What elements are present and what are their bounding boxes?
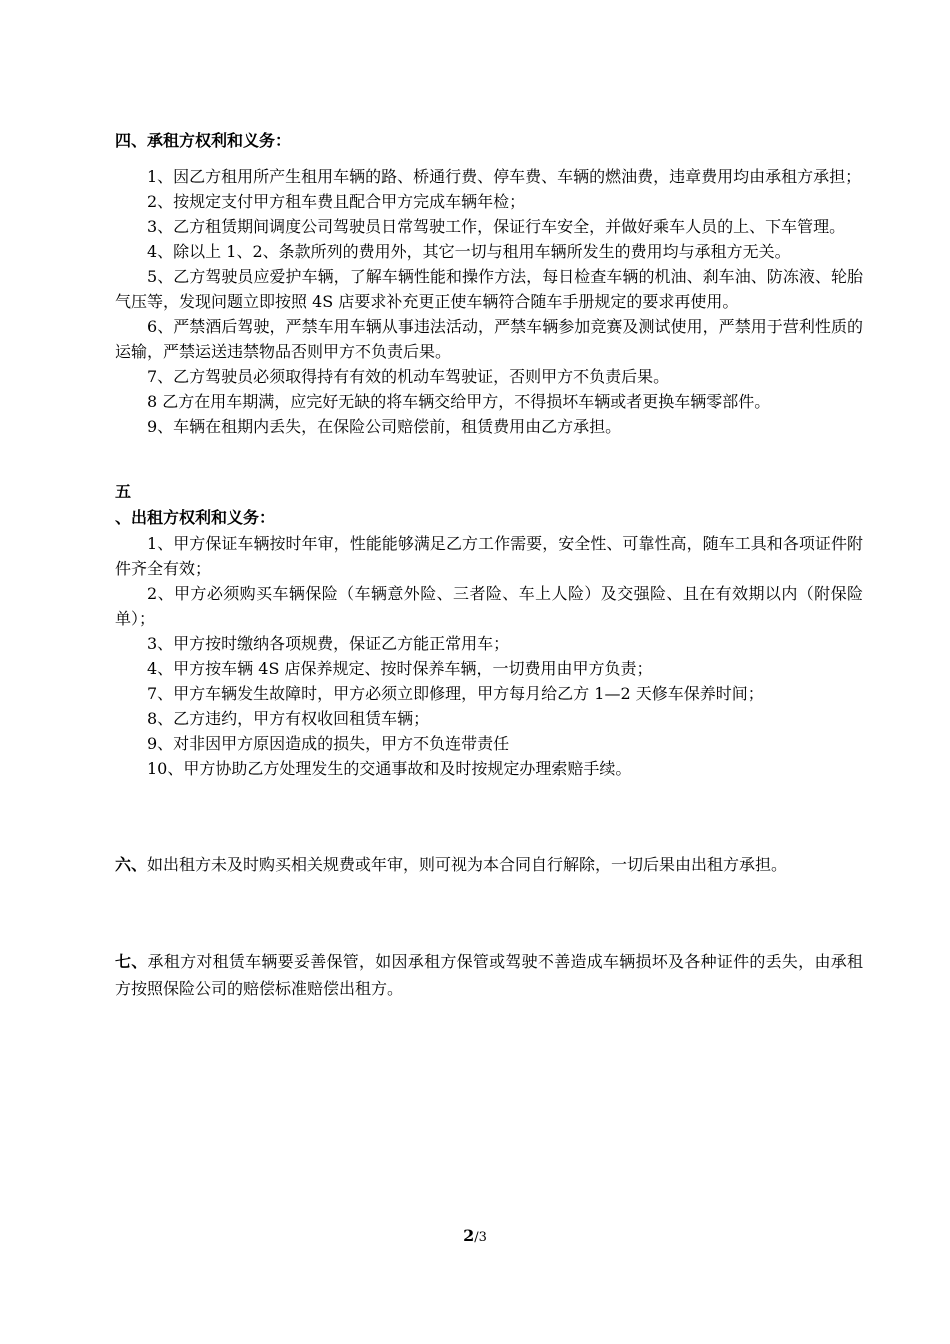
section-6-label: 六、: [115, 855, 148, 874]
section-5-item-7: 7、甲方车辆发生故障时，甲方必须立即修理，甲方每月给乙方 1—2 天修车保养时间；: [147, 684, 764, 703]
section-7-label: 七、: [115, 952, 148, 971]
section-4-item-3: 3、乙方租赁期间调度公司驾驶员日常驾驶工作，保证行车安全，并做好乘车人员的上、下车管理。: [147, 217, 846, 236]
section-5-item-3: 3、甲方按时缴纳各项规费，保证乙方能正常用车；: [147, 634, 510, 653]
page-number: [0, 1226, 950, 1248]
section-4-item-4: 4、除以上 1、2、条款所列的费用外，其它一切与租用车辆所发生的费用均与承租方无关。: [147, 242, 791, 261]
section-4-title: 四、承租方权利和义务：: [115, 131, 292, 150]
section-5-title-line-1: 五: [115, 482, 132, 501]
page-number-total: 3: [478, 1230, 487, 1245]
page-number-separator: /: [474, 1230, 479, 1245]
section-4-item-7: 7、乙方驾驶员必须取得持有有效的机动车驾驶证，否则甲方不负责后果。: [147, 367, 670, 386]
section-4-item-8: 8 乙方在用车期满，应完好无缺的将车辆交给甲方，不得损坏车辆或者更换车辆零部件。: [147, 392, 771, 411]
section-5-item-2: 2、甲方必须购买车辆保险（车辆意外险、三者险、车上人险）及交强险、且在有效期以内（附保险单）；: [115, 584, 863, 628]
section-5-item-1: 1、甲方保证车辆按时年审，性能能够满足乙方工作需要，安全性、可靠性高，随车工具和各项证件附件齐全有效；: [115, 534, 863, 578]
section-5-item-8: 8、乙方违约，甲方有权收回租赁车辆；: [147, 709, 430, 728]
section-4-item-1: 1、因乙方租用所产生租用车辆的路、桥通行费、停车费、车辆的燃油费，违章费用均由承租方承担；: [147, 167, 862, 186]
page-number-current: 2: [463, 1226, 475, 1245]
document-body: [115, 128, 863, 1002]
section-7-text: 承租方对租赁车辆要妥善保管，如因承租方保管或驾驶不善造成车辆损坏及各种证件的丢失，由承租方按照保险公司的赔偿标准赔偿出租方。: [115, 952, 863, 998]
section-4-item-6: 6、严禁酒后驾驶，严禁车用车辆从事违法活动，严禁车辆参加竞赛及测试使用，严禁用于营利性质的运输，严禁运送违禁物品否则甲方不负责后果。: [115, 317, 863, 361]
section-5-item-9: 9、对非因甲方原因造成的损失，甲方不负连带责任: [147, 734, 510, 753]
section-5-item-10: 10、甲方协助乙方处理发生的交通事故和及时按规定办理索赔手续。: [147, 759, 632, 778]
section-4-item-9: 9、车辆在租期内丢失，在保险公司赔偿前，租赁费用由乙方承担。: [147, 417, 622, 436]
section-5-title-line-2: 、出租方权利和义务：: [115, 508, 276, 527]
section-6-paragraph: [115, 851, 863, 878]
section-7-paragraph: [115, 948, 863, 1002]
section-6-text: 如出租方未及时购买相关规费或年审，则可视为本合同自行解除，一切后果由出租方承担。: [147, 855, 788, 874]
section-4-item-5: 5、乙方驾驶员应爱护车辆，了解车辆性能和操作方法，每日检查车辆的机油、刹车油、防冻液、轮胎气压等，发现问题立即按照 4S 店要求补充更正使车辆符合随车手册规定的要求再使用。: [115, 267, 863, 311]
section-4-item-2: 2、按规定支付甲方租车费且配合甲方完成车辆年检；: [147, 192, 526, 211]
section-5-item-4: 4、甲方按车辆 4S 店保养规定、按时保养车辆，一切费用由甲方负责；: [147, 659, 653, 678]
